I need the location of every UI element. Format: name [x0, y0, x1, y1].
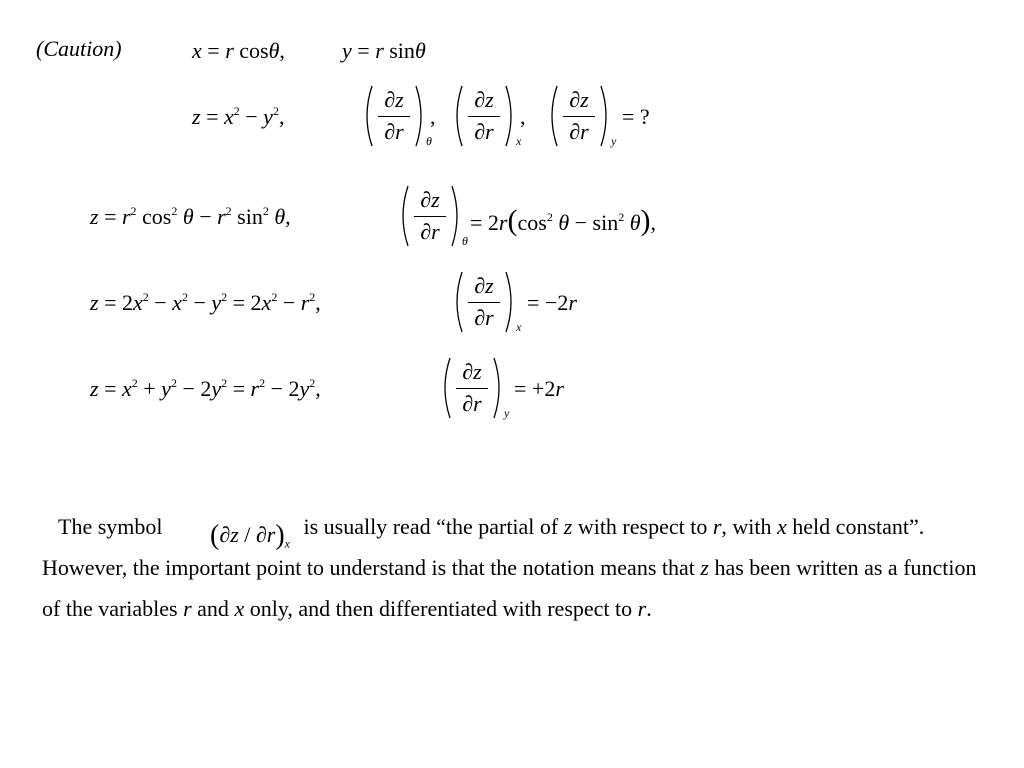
separator-1: ,: [430, 104, 436, 129]
partial-y: ∂z ∂r y: [545, 84, 617, 148]
row2-rhs: = −2r: [527, 290, 577, 315]
caution-label: (Caution): [36, 36, 122, 61]
partial-theta: ∂z ∂r θ: [360, 84, 432, 148]
inline-partial-symbol: $(\partial z / \partial r)_x$: [210, 519, 290, 551]
equation-z: $z = x^2 - y^2$,: [192, 104, 285, 129]
row3-rhs: = +2r: [514, 376, 564, 401]
row1-lhs: $z = r^2$ $\cos^2 \theta - r^2$ $\sin^2 \theta$,: [90, 204, 291, 229]
equation-y: y = r sinθ: [342, 38, 426, 63]
row1-rhs: = $2r(\cos^2$ $\theta - \sin^2 \theta$),: [470, 204, 657, 237]
row1-partial: ∂z ∂r θ: [396, 184, 468, 248]
question: = ?: [622, 104, 650, 129]
equation-x: x = r cosθ,: [192, 38, 285, 63]
separator-2: ,: [520, 104, 526, 129]
row3-lhs: $z = x^2 + y^2 - 2y^2 = r^2 - 2y^2$,: [90, 376, 321, 401]
row2-partial: ∂z ∂r x: [450, 270, 522, 334]
row2-lhs: $z = 2x^2 - x^2 - y^2 = 2x^2 - r^2$,: [90, 290, 321, 315]
row3-partial: ∂z ∂r y: [438, 356, 510, 420]
explanation-paragraph: The symbol $(\partial z / \partial r)_x$ is usually read “the partial of z with respect to r, with x held constant”. However, the important point to understand is that the notation means that z has been written as a function of the variables r and x only, and then differentiated with respect to r.: [42, 514, 977, 621]
partial-x: ∂z ∂r x: [450, 84, 522, 148]
